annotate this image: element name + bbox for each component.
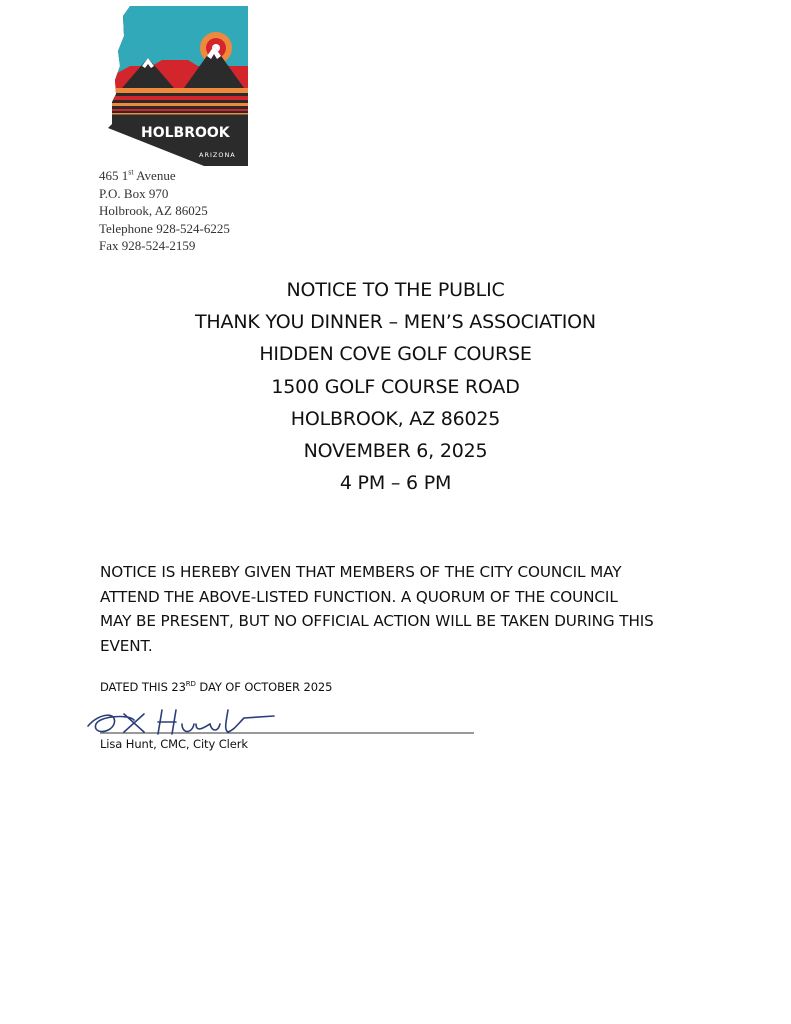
notice-paragraph (100, 560, 740, 658)
heading-line-5: HOLBROOK, AZ 86025 (290, 407, 501, 430)
notice-heading (0, 274, 791, 499)
logo-state-text: ARIZONA (199, 151, 236, 159)
holbrook-logo (108, 6, 248, 166)
heading-line-7: 4 PM – 6 PM (339, 472, 452, 495)
notice-line-4: EVENT. (100, 636, 153, 655)
heading-line-1: NOTICE TO THE PUBLIC (286, 279, 505, 301)
heading-line-4: 1500 GOLF COURSE ROAD (271, 375, 520, 398)
address-telephone: Telephone 928-524-6225 (99, 220, 230, 236)
dated-line: DATED THIS 23RD DAY OF OCTOBER 2025 (100, 680, 333, 694)
address-street: 465 1st Avenue (99, 167, 176, 183)
address-fax: Fax 928-524-2159 (99, 238, 196, 253)
signature (78, 700, 478, 740)
notice-line-1: NOTICE IS HEREBY GIVEN THAT MEMBERS OF THE CITY COUNCIL MAY (100, 563, 622, 581)
logo-name-text: HOLBROOK (141, 125, 230, 141)
heading-line-3: HIDDEN COVE GOLF COURSE (259, 343, 532, 366)
heading-line-2: THANK YOU DINNER – MEN’S ASSOCIATION (195, 311, 596, 334)
notice-line-3: MAY BE PRESENT, BUT NO OFFICIAL ACTION WILL BE TAKEN DURING THIS (100, 612, 654, 630)
heading-line-6: NOVEMBER 6, 2025 (303, 440, 488, 463)
address-po-box: P.O. Box 970 (99, 185, 169, 201)
address-city: Holbrook, AZ 86025 (99, 203, 208, 218)
clerk-name: Lisa Hunt, CMC, City Clerk (100, 737, 248, 751)
notice-line-2: ATTEND THE ABOVE-LISTED FUNCTION. A QUORUM OF THE COUNCIL (100, 587, 618, 606)
address-block (99, 167, 230, 255)
